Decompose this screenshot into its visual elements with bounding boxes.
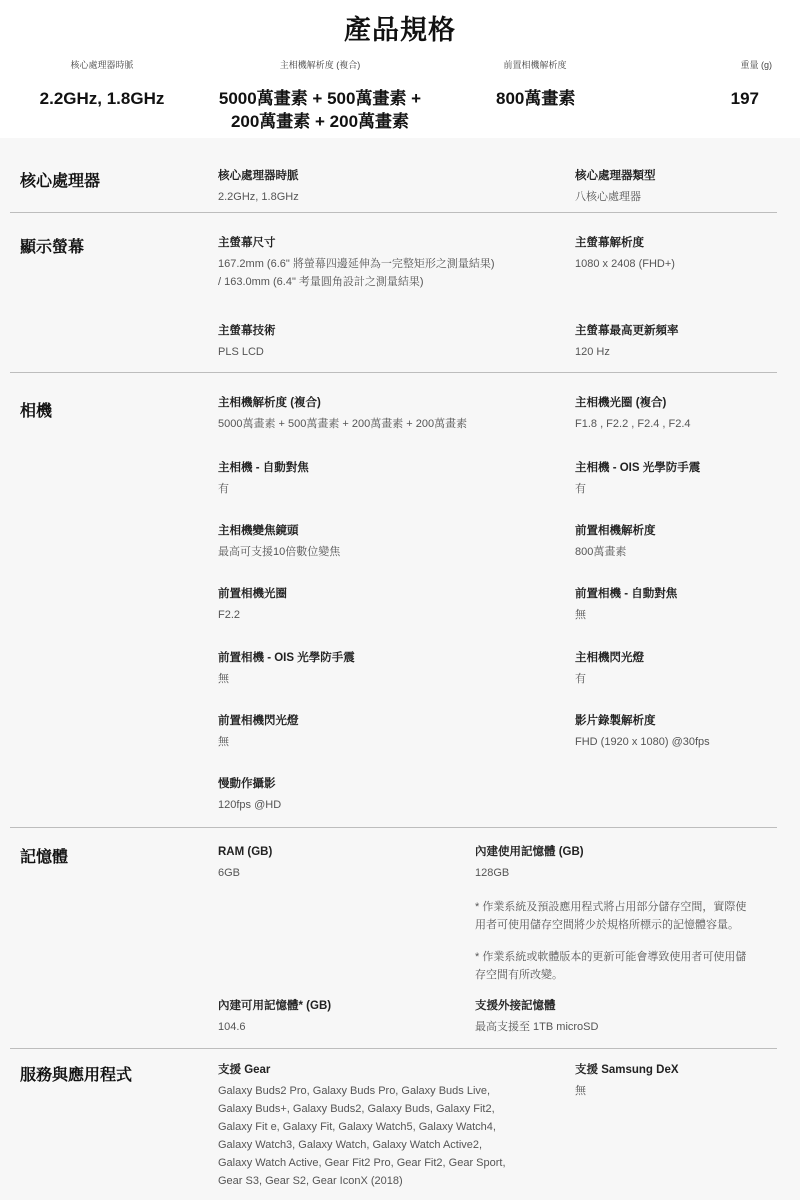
spec-label: 主相機解析度 (複合) [218, 397, 321, 409]
spec-value: 八核心處理器 [575, 191, 641, 203]
summary-label: 前置相機解析度 [503, 60, 567, 70]
spec-value: FHD (1920 x 1080) @30fps [575, 736, 710, 748]
spec-item [218, 235, 495, 291]
section-title: 記憶體 [20, 849, 69, 866]
spec-value: PLS LCD [218, 346, 264, 358]
note-line: 用者可使用儲存空間將少於規格所標示的記憶體容量。 [475, 919, 739, 931]
spec-item [475, 844, 584, 882]
spec-value: 6GB [218, 867, 241, 879]
spec-value: 128GB [475, 867, 510, 879]
summary-label: 主相機解析度 (複合) [279, 60, 361, 70]
spec-value-line: Galaxy Buds2 Pro, Galaxy Buds Pro, Galaxy Buds Live, [218, 1085, 491, 1097]
spec-item [575, 460, 700, 498]
spec-item [218, 523, 340, 561]
spec-label: 前置相機 - 自動對焦 [575, 588, 678, 600]
spec-value: 最高支援至 1TB microSD [475, 1021, 599, 1033]
summary-value: 197 [730, 89, 759, 108]
spec-value: 有 [575, 673, 586, 685]
spec-value: F1.8 , F2.2 , F2.4 , F2.4 [575, 418, 691, 430]
spec-label: 影片錄製解析度 [575, 715, 656, 727]
spec-value: F2.2 [218, 609, 241, 621]
spec-value: 104.6 [218, 1021, 246, 1033]
spec-label: 主螢幕解析度 [575, 237, 644, 249]
section-title: 顯示螢幕 [20, 239, 85, 256]
section-divider [10, 372, 777, 373]
spec-item [218, 776, 281, 814]
spec-label: 支援 Samsung DeX [575, 1064, 679, 1076]
spec-value-line: Galaxy Fit e, Galaxy Fit, Galaxy Watch5, Galaxy Watch4, [218, 1121, 496, 1133]
spec-item [218, 650, 355, 688]
spec-item [218, 586, 287, 624]
spec-label: 主相機光圈 (複合) [575, 397, 667, 409]
spec-label: 主相機閃光燈 [575, 652, 644, 664]
spec-label: 內建使用記憶體 (GB) [475, 846, 584, 858]
summary-processor-speed [22, 58, 182, 110]
spec-value: 無 [575, 609, 586, 621]
spec-label: 主螢幕最高更新頻率 [575, 325, 679, 337]
spec-item [218, 323, 276, 361]
spec-item [575, 523, 656, 561]
spec-item [218, 998, 331, 1036]
memory-note [475, 898, 746, 934]
spec-label: 慢動作攝影 [218, 778, 276, 790]
spec-item [575, 168, 656, 206]
spec-value [218, 1082, 506, 1190]
spec-value: 1080 x 2408 (FHD+) [575, 258, 675, 270]
spec-details [0, 138, 800, 1200]
spec-item [218, 713, 299, 751]
spec-value: 2.2GHz, 1.8GHz [218, 191, 299, 203]
spec-value: 無 [218, 673, 229, 685]
spec-item [218, 1062, 506, 1190]
spec-summary [0, 0, 800, 138]
spec-value: 800萬畫素 [575, 546, 627, 558]
spec-item [575, 713, 710, 751]
summary-front-camera [470, 58, 600, 110]
spec-value: 5000萬畫素 + 500萬畫素 + 200萬畫素 + 200萬畫素 [218, 418, 468, 430]
spec-label: RAM (GB) [218, 846, 273, 858]
spec-label: 主螢幕技術 [218, 325, 276, 337]
spec-item [575, 323, 679, 361]
section-title: 核心處理器 [20, 173, 101, 190]
spec-item [218, 395, 467, 433]
note-line: * 作業系統及預設應用程式將占用部分儲存空間，實際使 [475, 901, 747, 913]
section-divider [10, 212, 777, 213]
summary-value [205, 87, 435, 133]
spec-value-line: Galaxy Watch Active, Gear Fit2 Pro, Gear Fit2, Gear Sport, [218, 1157, 506, 1169]
summary-value: 800萬畫素 [496, 89, 576, 108]
note-line: 存空間有所改變。 [475, 969, 563, 981]
section-divider [10, 1048, 777, 1049]
spec-label: 內建可用記憶體* (GB) [218, 1000, 332, 1012]
summary-label: 重量 (g) [740, 60, 772, 70]
spec-label: 前置相機閃光燈 [218, 715, 299, 727]
memory-note [475, 948, 746, 984]
spec-item [575, 650, 644, 688]
section-title: 服務與應用程式 [20, 1067, 133, 1084]
spec-label: 主螢幕尺寸 [218, 237, 276, 249]
summary-value-line: 200萬畫素 + 200萬畫素 [230, 112, 410, 131]
summary-value-line: 5000萬畫素 + 500萬畫素 + [218, 89, 422, 108]
spec-item [218, 844, 272, 882]
spec-value: 120fps @HD [218, 799, 282, 811]
spec-label: 支援 Gear [218, 1064, 271, 1076]
spec-item [218, 168, 299, 206]
spec-value: 120 Hz [575, 346, 610, 358]
spec-label: 主相機 - 自動對焦 [218, 462, 309, 474]
spec-label: 主相機 - OIS 光學防手震 [575, 462, 701, 474]
page-title: 產品規格 [344, 15, 456, 45]
spec-item [218, 460, 309, 498]
spec-item [575, 1062, 679, 1100]
spec-label: 支援外接記憶體 [475, 1000, 556, 1012]
section-title: 相機 [20, 403, 53, 420]
spec-item [575, 235, 675, 273]
summary-value: 2.2GHz, 1.8GHz [39, 89, 165, 108]
spec-label: 主相機變焦鏡頭 [218, 525, 299, 537]
summary-label: 核心處理器時脈 [70, 60, 134, 70]
note-line: * 作業系統或軟體版本的更新可能會導致使用者可使用儲 [475, 951, 747, 963]
spec-value: 最高可支援10倍數位變焦 [218, 546, 341, 558]
spec-label: 前置相機光圈 [218, 588, 287, 600]
spec-value-line: Galaxy Buds+, Galaxy Buds2, Galaxy Buds, Galaxy Fit2, [218, 1103, 495, 1115]
spec-item [475, 998, 598, 1036]
spec-label: 核心處理器類型 [575, 170, 656, 182]
spec-label: 前置相機 - OIS 光學防手震 [218, 652, 355, 664]
spec-value-line: Galaxy Watch3, Galaxy Watch, Galaxy Watch Active2, [218, 1139, 483, 1151]
spec-value: 無 [218, 736, 229, 748]
spec-label: 核心處理器時脈 [218, 170, 299, 182]
spec-value: 無 [575, 1085, 586, 1097]
spec-value-line: 167.2mm (6.6" 將螢幕四邊延伸為一完整矩形之測量結果) [218, 258, 495, 270]
spec-value: 有 [575, 483, 586, 495]
spec-value-line: / 163.0mm (6.4" 考量圓角設計之測量結果) [218, 276, 424, 288]
spec-value-line: Gear S3, Gear S2, Gear IconX (2018) [218, 1175, 403, 1187]
spec-item [575, 395, 691, 433]
section-divider [10, 827, 777, 828]
summary-main-camera [205, 58, 435, 133]
spec-value: 有 [218, 483, 229, 495]
spec-label: 前置相機解析度 [575, 525, 656, 537]
summary-weight [700, 58, 790, 110]
spec-item [575, 586, 677, 624]
spec-value [218, 255, 495, 291]
